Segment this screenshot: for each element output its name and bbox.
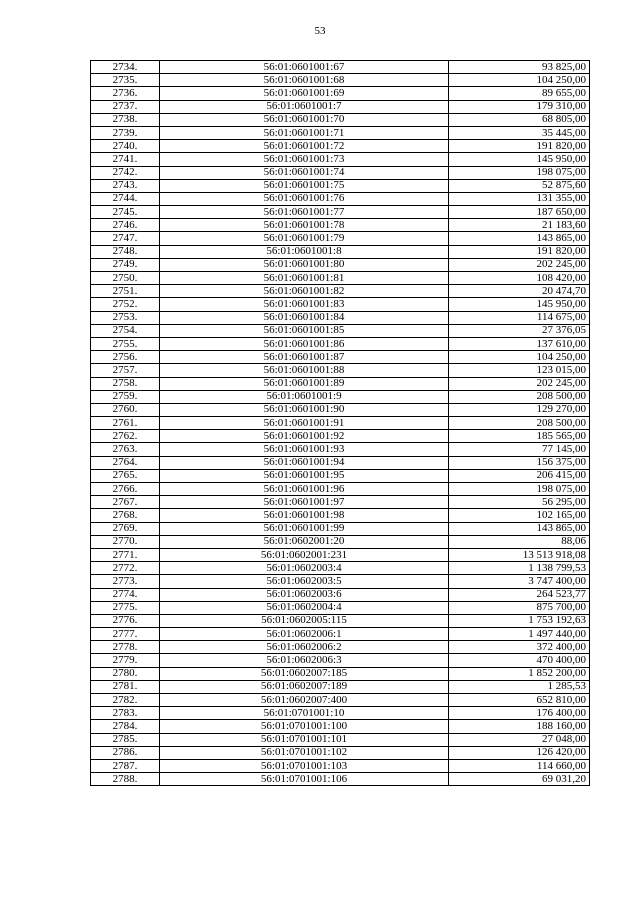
table-row bbox=[91, 483, 590, 496]
page-number: 53 bbox=[314, 25, 326, 37]
cadastral-value: 126 420,00 bbox=[449, 746, 590, 759]
cadastral-number: 56:01:0601001:97 bbox=[160, 496, 449, 509]
row-number: 2777. bbox=[91, 628, 160, 641]
table-row bbox=[91, 324, 590, 337]
table-row bbox=[91, 61, 590, 74]
cadastral-value: 1 285,53 bbox=[449, 680, 590, 693]
table-row bbox=[91, 614, 590, 627]
cadastral-number: 56:01:0602003:6 bbox=[160, 588, 449, 601]
cadastral-number: 56:01:0601001:92 bbox=[160, 430, 449, 443]
cadastral-value: 27 048,00 bbox=[449, 733, 590, 746]
cadastral-number: 56:01:0601001:91 bbox=[160, 417, 449, 430]
table-row bbox=[91, 694, 590, 707]
row-number: 2754. bbox=[91, 324, 160, 337]
table-row bbox=[91, 667, 590, 680]
cadastral-number: 56:01:0701001:103 bbox=[160, 759, 449, 772]
table-row bbox=[91, 443, 590, 456]
row-number: 2739. bbox=[91, 126, 160, 139]
table-row bbox=[91, 773, 590, 786]
cadastral-value: 77 145,00 bbox=[449, 443, 590, 456]
cadastral-number: 56:01:0601001:70 bbox=[160, 113, 449, 126]
cadastral-value: 52 875,60 bbox=[449, 179, 590, 192]
row-number: 2776. bbox=[91, 614, 160, 627]
table-row bbox=[91, 496, 590, 509]
table-row bbox=[91, 206, 590, 219]
cadastral-number: 56:01:0701001:100 bbox=[160, 720, 449, 733]
row-number: 2743. bbox=[91, 179, 160, 192]
cadastral-number: 56:01:0701001:106 bbox=[160, 773, 449, 786]
cadastral-value: 104 250,00 bbox=[449, 74, 590, 87]
cadastral-number: 56:01:0601001:82 bbox=[160, 285, 449, 298]
cadastral-value: 208 500,00 bbox=[449, 417, 590, 430]
table-row bbox=[91, 192, 590, 205]
row-number: 2750. bbox=[91, 272, 160, 285]
table-row bbox=[91, 403, 590, 416]
row-number: 2735. bbox=[91, 74, 160, 87]
cadastral-value: 143 865,00 bbox=[449, 522, 590, 535]
cadastral-value: 185 565,00 bbox=[449, 430, 590, 443]
row-number: 2758. bbox=[91, 377, 160, 390]
row-number: 2768. bbox=[91, 509, 160, 522]
cadastral-number: 56:01:0602004:4 bbox=[160, 601, 449, 614]
row-number: 2756. bbox=[91, 351, 160, 364]
cadastral-number: 56:01:0602003:4 bbox=[160, 562, 449, 575]
cadastral-value: 104 250,00 bbox=[449, 351, 590, 364]
cadastral-value: 206 415,00 bbox=[449, 469, 590, 482]
cadastral-value: 131 355,00 bbox=[449, 192, 590, 205]
row-number: 2779. bbox=[91, 654, 160, 667]
cadastral-value: 1 852 200,00 bbox=[449, 667, 590, 680]
cadastral-number: 56:01:0601001:69 bbox=[160, 87, 449, 100]
row-number: 2748. bbox=[91, 245, 160, 258]
cadastral-number: 56:01:0601001:72 bbox=[160, 140, 449, 153]
cadastral-number: 56:01:0601001:84 bbox=[160, 311, 449, 324]
row-number: 2764. bbox=[91, 456, 160, 469]
row-number: 2769. bbox=[91, 522, 160, 535]
cadastral-value: 27 376,05 bbox=[449, 324, 590, 337]
row-number: 2763. bbox=[91, 443, 160, 456]
cadastral-number: 56:01:0601001:94 bbox=[160, 456, 449, 469]
table-row bbox=[91, 562, 590, 575]
row-number: 2782. bbox=[91, 694, 160, 707]
table-row bbox=[91, 351, 590, 364]
table-row bbox=[91, 272, 590, 285]
table-row bbox=[91, 509, 590, 522]
table-row bbox=[91, 535, 590, 548]
cadastral-value: 68 805,00 bbox=[449, 113, 590, 126]
table-row bbox=[91, 258, 590, 271]
cadastral-value: 208 500,00 bbox=[449, 390, 590, 403]
table-row bbox=[91, 179, 590, 192]
cadastral-value: 123 015,00 bbox=[449, 364, 590, 377]
cadastral-number: 56:01:0601001:93 bbox=[160, 443, 449, 456]
cadastral-value: 3 747 400,00 bbox=[449, 575, 590, 588]
table-row bbox=[91, 285, 590, 298]
cadastral-number: 56:01:0601001:68 bbox=[160, 74, 449, 87]
cadastral-value: 652 810,00 bbox=[449, 694, 590, 707]
table-row bbox=[91, 113, 590, 126]
cadastral-number: 56:01:0601001:89 bbox=[160, 377, 449, 390]
row-number: 2762. bbox=[91, 430, 160, 443]
cadastral-value: 875 700,00 bbox=[449, 601, 590, 614]
cadastral-number: 56:01:0601001:67 bbox=[160, 61, 449, 74]
table-row bbox=[91, 100, 590, 113]
cadastral-value: 191 820,00 bbox=[449, 245, 590, 258]
cadastral-number: 56:01:0601001:8 bbox=[160, 245, 449, 258]
row-number: 2770. bbox=[91, 535, 160, 548]
table-row bbox=[91, 575, 590, 588]
table-row bbox=[91, 417, 590, 430]
table-row bbox=[91, 337, 590, 350]
cadastral-number: 56:01:0601001:88 bbox=[160, 364, 449, 377]
table-row bbox=[91, 601, 590, 614]
cadastral-number: 56:01:0602005:115 bbox=[160, 614, 449, 627]
cadastral-number: 56:01:0701001:10 bbox=[160, 707, 449, 720]
table-row bbox=[91, 298, 590, 311]
row-number: 2752. bbox=[91, 298, 160, 311]
cadastral-value: 114 660,00 bbox=[449, 759, 590, 772]
cadastral-number: 56:01:0602006:3 bbox=[160, 654, 449, 667]
table-body bbox=[91, 61, 590, 786]
table-row bbox=[91, 140, 590, 153]
cadastral-number: 56:01:0601001:95 bbox=[160, 469, 449, 482]
cadastral-value-table bbox=[90, 60, 590, 786]
row-number: 2787. bbox=[91, 759, 160, 772]
row-number: 2757. bbox=[91, 364, 160, 377]
row-number: 2775. bbox=[91, 601, 160, 614]
cadastral-number: 56:01:0602001:231 bbox=[160, 548, 449, 561]
table-row bbox=[91, 126, 590, 139]
cadastral-number: 56:01:0602007:185 bbox=[160, 667, 449, 680]
cadastral-value: 137 610,00 bbox=[449, 337, 590, 350]
row-number: 2741. bbox=[91, 153, 160, 166]
cadastral-value: 129 270,00 bbox=[449, 403, 590, 416]
row-number: 2736. bbox=[91, 87, 160, 100]
table-row bbox=[91, 707, 590, 720]
cadastral-number: 56:01:0602007:189 bbox=[160, 680, 449, 693]
cadastral-value: 1 138 799,53 bbox=[449, 562, 590, 575]
cadastral-value: 202 245,00 bbox=[449, 377, 590, 390]
cadastral-number: 56:01:0601001:76 bbox=[160, 192, 449, 205]
cadastral-number: 56:01:0602006:1 bbox=[160, 628, 449, 641]
table-row bbox=[91, 245, 590, 258]
cadastral-number: 56:01:0601001:99 bbox=[160, 522, 449, 535]
row-number: 2765. bbox=[91, 469, 160, 482]
cadastral-number: 56:01:0601001:83 bbox=[160, 298, 449, 311]
cadastral-value: 188 160,00 bbox=[449, 720, 590, 733]
table-row bbox=[91, 759, 590, 772]
cadastral-value: 198 075,00 bbox=[449, 483, 590, 496]
cadastral-value: 198 075,00 bbox=[449, 166, 590, 179]
table-row bbox=[91, 469, 590, 482]
row-number: 2784. bbox=[91, 720, 160, 733]
row-number: 2781. bbox=[91, 680, 160, 693]
cadastral-number: 56:01:0601001:79 bbox=[160, 232, 449, 245]
row-number: 2772. bbox=[91, 562, 160, 575]
cadastral-value: 56 295,00 bbox=[449, 496, 590, 509]
table-row bbox=[91, 680, 590, 693]
row-number: 2761. bbox=[91, 417, 160, 430]
row-number: 2774. bbox=[91, 588, 160, 601]
row-number: 2749. bbox=[91, 258, 160, 271]
table-row bbox=[91, 720, 590, 733]
cadastral-value: 145 950,00 bbox=[449, 153, 590, 166]
cadastral-value: 156 375,00 bbox=[449, 456, 590, 469]
cadastral-number: 56:01:0601001:87 bbox=[160, 351, 449, 364]
row-number: 2740. bbox=[91, 140, 160, 153]
table-row bbox=[91, 522, 590, 535]
cadastral-value: 264 523,77 bbox=[449, 588, 590, 601]
row-number: 2767. bbox=[91, 496, 160, 509]
cadastral-value: 179 310,00 bbox=[449, 100, 590, 113]
row-number: 2747. bbox=[91, 232, 160, 245]
cadastral-number: 56:01:0601001:86 bbox=[160, 337, 449, 350]
cadastral-number: 56:01:0602007:400 bbox=[160, 694, 449, 707]
row-number: 2778. bbox=[91, 641, 160, 654]
cadastral-number: 56:01:0601001:81 bbox=[160, 272, 449, 285]
cadastral-value: 372 400,00 bbox=[449, 641, 590, 654]
row-number: 2751. bbox=[91, 285, 160, 298]
table-row bbox=[91, 641, 590, 654]
row-number: 2786. bbox=[91, 746, 160, 759]
row-number: 2780. bbox=[91, 667, 160, 680]
row-number: 2734. bbox=[91, 61, 160, 74]
table-row bbox=[91, 377, 590, 390]
cadastral-number: 56:01:0601001:7 bbox=[160, 100, 449, 113]
cadastral-value: 176 400,00 bbox=[449, 707, 590, 720]
cadastral-number: 56:01:0602001:20 bbox=[160, 535, 449, 548]
cadastral-value: 89 655,00 bbox=[449, 87, 590, 100]
cadastral-value: 69 031,20 bbox=[449, 773, 590, 786]
row-number: 2737. bbox=[91, 100, 160, 113]
row-number: 2788. bbox=[91, 773, 160, 786]
table-row bbox=[91, 548, 590, 561]
table-row bbox=[91, 87, 590, 100]
cadastral-value: 191 820,00 bbox=[449, 140, 590, 153]
cadastral-number: 56:01:0701001:102 bbox=[160, 746, 449, 759]
cadastral-number: 56:01:0601001:78 bbox=[160, 219, 449, 232]
cadastral-number: 56:01:0602006:2 bbox=[160, 641, 449, 654]
table-row bbox=[91, 390, 590, 403]
table-row bbox=[91, 219, 590, 232]
table-row bbox=[91, 456, 590, 469]
table-row bbox=[91, 733, 590, 746]
row-number: 2746. bbox=[91, 219, 160, 232]
cadastral-value: 114 675,00 bbox=[449, 311, 590, 324]
cadastral-value: 470 400,00 bbox=[449, 654, 590, 667]
cadastral-value: 143 865,00 bbox=[449, 232, 590, 245]
row-number: 2744. bbox=[91, 192, 160, 205]
cadastral-value: 1 753 192,63 bbox=[449, 614, 590, 627]
table-row bbox=[91, 746, 590, 759]
cadastral-number: 56:01:0601001:9 bbox=[160, 390, 449, 403]
row-number: 2759. bbox=[91, 390, 160, 403]
cadastral-value: 13 513 918,08 bbox=[449, 548, 590, 561]
row-number: 2766. bbox=[91, 483, 160, 496]
cadastral-number: 56:01:0701001:101 bbox=[160, 733, 449, 746]
table-row bbox=[91, 153, 590, 166]
cadastral-value: 1 497 440,00 bbox=[449, 628, 590, 641]
cadastral-number: 56:01:0601001:77 bbox=[160, 206, 449, 219]
cadastral-value: 88,06 bbox=[449, 535, 590, 548]
table-row bbox=[91, 74, 590, 87]
row-number: 2753. bbox=[91, 311, 160, 324]
cadastral-value: 102 165,00 bbox=[449, 509, 590, 522]
table-row bbox=[91, 430, 590, 443]
table-row bbox=[91, 588, 590, 601]
cadastral-number: 56:01:0601001:71 bbox=[160, 126, 449, 139]
row-number: 2755. bbox=[91, 337, 160, 350]
row-number: 2760. bbox=[91, 403, 160, 416]
table-row bbox=[91, 364, 590, 377]
cadastral-value: 93 825,00 bbox=[449, 61, 590, 74]
cadastral-number: 56:01:0601001:85 bbox=[160, 324, 449, 337]
cadastral-number: 56:01:0601001:74 bbox=[160, 166, 449, 179]
cadastral-value: 187 650,00 bbox=[449, 206, 590, 219]
row-number: 2771. bbox=[91, 548, 160, 561]
row-number: 2785. bbox=[91, 733, 160, 746]
table-row bbox=[91, 311, 590, 324]
table-row bbox=[91, 166, 590, 179]
cadastral-value: 108 420,00 bbox=[449, 272, 590, 285]
cadastral-number: 56:01:0601001:80 bbox=[160, 258, 449, 271]
cadastral-number: 56:01:0601001:73 bbox=[160, 153, 449, 166]
row-number: 2745. bbox=[91, 206, 160, 219]
cadastral-value: 21 183,60 bbox=[449, 219, 590, 232]
cadastral-value: 202 245,00 bbox=[449, 258, 590, 271]
cadastral-number: 56:01:0601001:98 bbox=[160, 509, 449, 522]
row-number: 2742. bbox=[91, 166, 160, 179]
cadastral-number: 56:01:0601001:90 bbox=[160, 403, 449, 416]
table-row bbox=[91, 628, 590, 641]
cadastral-number: 56:01:0601001:75 bbox=[160, 179, 449, 192]
row-number: 2773. bbox=[91, 575, 160, 588]
table-row bbox=[91, 232, 590, 245]
cadastral-number: 56:01:0602003:5 bbox=[160, 575, 449, 588]
cadastral-value: 35 445,00 bbox=[449, 126, 590, 139]
cadastral-value: 145 950,00 bbox=[449, 298, 590, 311]
table-row bbox=[91, 654, 590, 667]
row-number: 2738. bbox=[91, 113, 160, 126]
cadastral-value: 20 474,70 bbox=[449, 285, 590, 298]
cadastral-number: 56:01:0601001:96 bbox=[160, 483, 449, 496]
row-number: 2783. bbox=[91, 707, 160, 720]
